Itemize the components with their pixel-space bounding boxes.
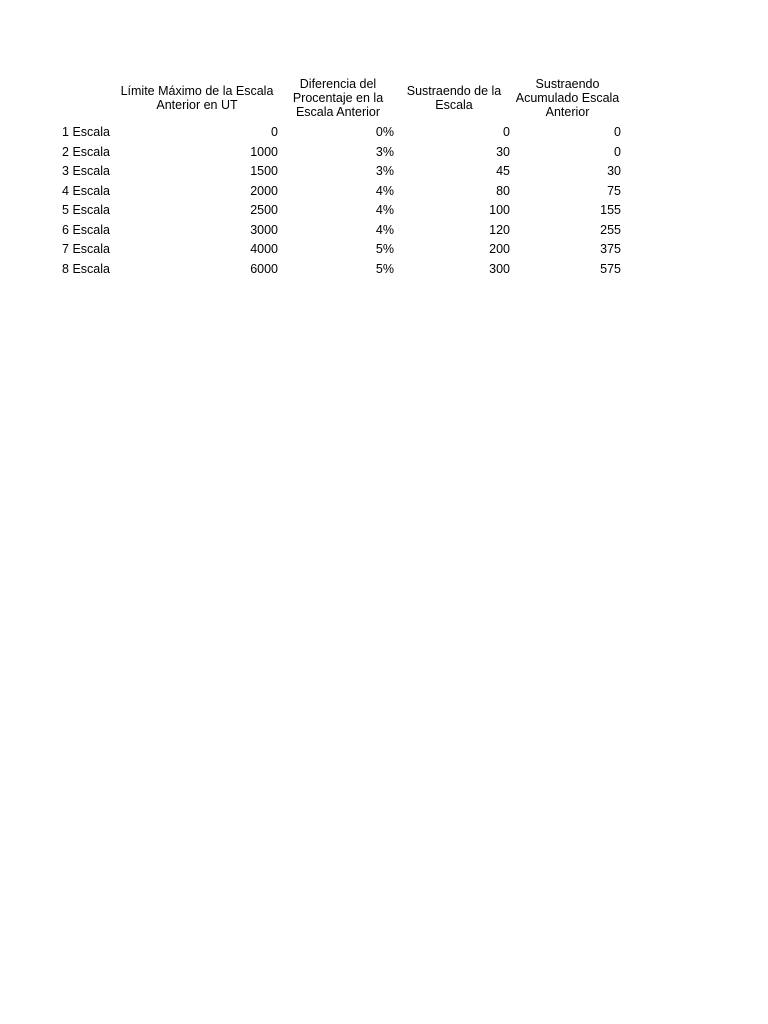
cell-limite: 0 bbox=[271, 125, 278, 140]
cell-acumulado: 75 bbox=[607, 183, 621, 198]
table-row bbox=[52, 162, 623, 182]
cell-limite: 2000 bbox=[250, 183, 278, 198]
cell-acumulado: 155 bbox=[600, 203, 621, 218]
cell-limite: 2500 bbox=[250, 203, 278, 218]
row-label: 5 Escala bbox=[62, 203, 110, 218]
cell-acumulado: 255 bbox=[600, 222, 621, 237]
cell-sustraendo: 45 bbox=[496, 164, 510, 179]
header-sustraendo-acumulado: Sustraendo Acumulado Escala Anterior bbox=[515, 77, 620, 119]
escala-table bbox=[52, 73, 623, 279]
cell-diferencia: 3% bbox=[375, 144, 394, 159]
cell-limite: 1000 bbox=[250, 144, 278, 159]
cell-sustraendo: 200 bbox=[489, 242, 510, 257]
header-limite-maximo: Límite Máximo de la Escala Anterior en UT bbox=[120, 84, 274, 112]
cell-diferencia: 4% bbox=[375, 222, 394, 237]
cell-acumulado: 0 bbox=[614, 125, 621, 140]
header-sustraendo-escala: Sustraendo de la Escala bbox=[406, 84, 502, 112]
row-label: 4 Escala bbox=[62, 183, 110, 198]
row-label: 7 Escala bbox=[62, 242, 110, 257]
table-row bbox=[52, 182, 623, 202]
row-label: 2 Escala bbox=[62, 144, 110, 159]
row-label: 6 Escala bbox=[62, 222, 110, 237]
row-label: 1 Escala bbox=[62, 125, 110, 140]
cell-diferencia: 5% bbox=[375, 261, 394, 276]
cell-sustraendo: 120 bbox=[489, 222, 510, 237]
header-row bbox=[52, 73, 623, 123]
cell-sustraendo: 100 bbox=[489, 203, 510, 218]
cell-acumulado: 30 bbox=[607, 164, 621, 179]
table-row bbox=[52, 260, 623, 280]
table-row bbox=[52, 240, 623, 260]
table-row bbox=[52, 201, 623, 221]
row-label: 3 Escala bbox=[62, 164, 110, 179]
cell-diferencia: 4% bbox=[375, 203, 394, 218]
cell-diferencia: 0% bbox=[375, 125, 394, 140]
cell-acumulado: 575 bbox=[600, 261, 621, 276]
cell-diferencia: 5% bbox=[375, 242, 394, 257]
cell-sustraendo: 30 bbox=[496, 144, 510, 159]
cell-sustraendo: 80 bbox=[496, 183, 510, 198]
header-diferencia-porcentaje: Diferencia del Procentaje en la Escala Anterior bbox=[292, 77, 384, 119]
cell-acumulado: 375 bbox=[600, 242, 621, 257]
header-blank bbox=[52, 73, 114, 123]
cell-sustraendo: 0 bbox=[503, 125, 510, 140]
table-row bbox=[52, 123, 623, 143]
cell-sustraendo: 300 bbox=[489, 261, 510, 276]
cell-limite: 1500 bbox=[250, 164, 278, 179]
cell-limite: 4000 bbox=[250, 242, 278, 257]
row-label: 8 Escala bbox=[62, 261, 110, 276]
cell-diferencia: 4% bbox=[375, 183, 394, 198]
cell-limite: 3000 bbox=[250, 222, 278, 237]
table-row bbox=[52, 221, 623, 241]
table-row bbox=[52, 143, 623, 163]
cell-acumulado: 0 bbox=[614, 144, 621, 159]
cell-diferencia: 3% bbox=[375, 164, 394, 179]
cell-limite: 6000 bbox=[250, 261, 278, 276]
